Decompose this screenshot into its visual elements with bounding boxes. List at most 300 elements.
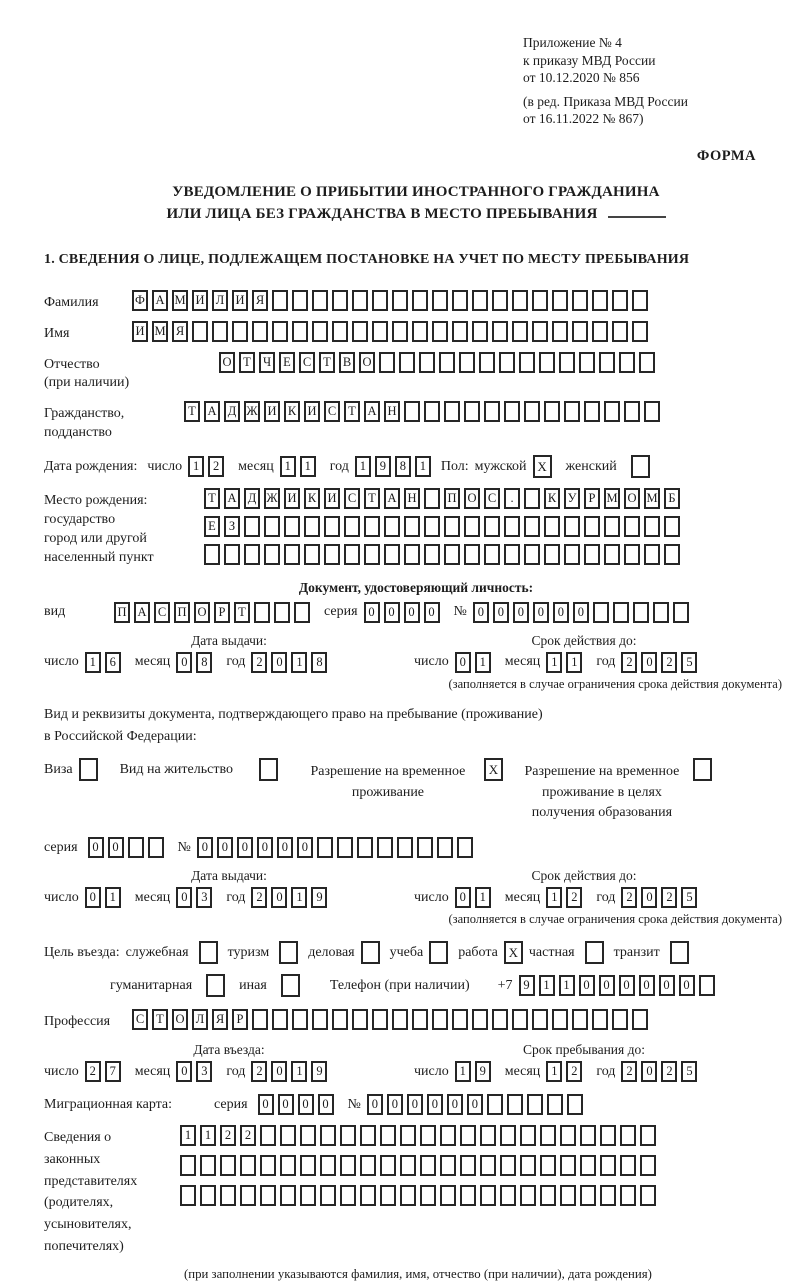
char-cell[interactable]: С [344, 488, 360, 509]
char-cell[interactable]: О [464, 488, 480, 509]
char-cell[interactable]: 1 [291, 1061, 307, 1082]
char-cell[interactable] [317, 837, 333, 858]
char-cell[interactable] [632, 1009, 648, 1030]
char-cell[interactable] [544, 516, 560, 537]
char-cell[interactable]: 2 [208, 456, 224, 477]
char-cell[interactable] [432, 290, 448, 311]
char-cell[interactable]: 0 [217, 837, 233, 858]
char-cell[interactable] [580, 1185, 596, 1206]
char-cell[interactable]: 0 [455, 652, 471, 673]
char-cell[interactable] [180, 1185, 196, 1206]
char-cell[interactable] [252, 321, 268, 342]
residence-permit-checkbox[interactable] [259, 758, 278, 781]
char-cell[interactable] [460, 1125, 476, 1146]
char-cell[interactable] [560, 1125, 576, 1146]
char-cell[interactable] [572, 1009, 588, 1030]
char-cell[interactable]: 0 [404, 602, 420, 623]
char-cell[interactable]: П [174, 602, 190, 623]
char-cell[interactable]: Д [224, 401, 240, 422]
char-cell[interactable]: А [152, 290, 168, 311]
char-cell[interactable] [464, 544, 480, 565]
char-cell[interactable] [379, 352, 395, 373]
char-cell[interactable] [400, 1125, 416, 1146]
char-cell[interactable]: 0 [364, 602, 380, 623]
char-cell[interactable]: 0 [176, 652, 192, 673]
char-cell[interactable] [264, 544, 280, 565]
char-cell[interactable] [600, 1125, 616, 1146]
char-cell[interactable] [532, 321, 548, 342]
char-cell[interactable] [260, 1185, 276, 1206]
char-cell[interactable] [312, 1009, 328, 1030]
char-cell[interactable]: Т [344, 401, 360, 422]
char-cell[interactable] [564, 544, 580, 565]
char-cell[interactable]: 0 [278, 1094, 294, 1115]
char-cell[interactable] [324, 516, 340, 537]
char-cell[interactable] [292, 1009, 308, 1030]
char-cell[interactable]: 3 [196, 1061, 212, 1082]
visa-checkbox[interactable] [79, 758, 98, 781]
char-cell[interactable] [380, 1185, 396, 1206]
char-cell[interactable] [699, 975, 715, 996]
char-cell[interactable] [264, 516, 280, 537]
char-cell[interactable] [457, 837, 473, 858]
char-cell[interactable]: 7 [105, 1061, 121, 1082]
char-cell[interactable] [524, 401, 540, 422]
char-cell[interactable] [600, 1155, 616, 1176]
char-cell[interactable]: И [232, 290, 248, 311]
char-cell[interactable] [364, 544, 380, 565]
char-cell[interactable] [360, 1155, 376, 1176]
char-cell[interactable]: 0 [257, 837, 273, 858]
char-cell[interactable]: 1 [105, 887, 121, 908]
char-cell[interactable]: 8 [395, 456, 411, 477]
char-cell[interactable] [584, 516, 600, 537]
char-cell[interactable] [280, 1155, 296, 1176]
char-cell[interactable] [232, 321, 248, 342]
char-cell[interactable]: Т [204, 488, 220, 509]
char-cell[interactable] [632, 321, 648, 342]
char-cell[interactable]: И [284, 488, 300, 509]
char-cell[interactable]: 8 [196, 652, 212, 673]
char-cell[interactable]: 1 [566, 652, 582, 673]
char-cell[interactable] [592, 290, 608, 311]
char-cell[interactable]: 2 [661, 1061, 677, 1082]
char-cell[interactable] [540, 1125, 556, 1146]
char-cell[interactable]: 1 [300, 456, 316, 477]
char-cell[interactable] [632, 290, 648, 311]
char-cell[interactable] [544, 544, 560, 565]
char-cell[interactable]: Я [212, 1009, 228, 1030]
char-cell[interactable]: П [444, 488, 460, 509]
char-cell[interactable]: 0 [318, 1094, 334, 1115]
char-cell[interactable]: 1 [415, 456, 431, 477]
char-cell[interactable] [364, 516, 380, 537]
char-cell[interactable]: 2 [566, 1061, 582, 1082]
char-cell[interactable] [397, 837, 413, 858]
char-cell[interactable] [492, 290, 508, 311]
char-cell[interactable]: 0 [579, 975, 595, 996]
char-cell[interactable] [384, 544, 400, 565]
char-cell[interactable]: 1 [291, 887, 307, 908]
char-cell[interactable] [272, 321, 288, 342]
char-cell[interactable]: 1 [546, 652, 562, 673]
char-cell[interactable]: 5 [681, 1061, 697, 1082]
char-cell[interactable] [452, 1009, 468, 1030]
char-cell[interactable] [300, 1125, 316, 1146]
char-cell[interactable]: 0 [641, 887, 657, 908]
char-cell[interactable] [284, 544, 300, 565]
char-cell[interactable] [644, 544, 660, 565]
char-cell[interactable]: И [132, 321, 148, 342]
char-cell[interactable] [624, 401, 640, 422]
temp-residence-education-checkbox[interactable] [693, 758, 712, 781]
char-cell[interactable]: Ж [244, 401, 260, 422]
char-cell[interactable]: М [172, 290, 188, 311]
char-cell[interactable] [424, 544, 440, 565]
char-cell[interactable] [304, 516, 320, 537]
char-cell[interactable] [580, 1125, 596, 1146]
char-cell[interactable]: 9 [475, 1061, 491, 1082]
char-cell[interactable] [412, 321, 428, 342]
gender-male-checkbox[interactable]: X [533, 455, 552, 478]
char-cell[interactable]: 0 [473, 602, 489, 623]
char-cell[interactable]: 2 [220, 1125, 236, 1146]
char-cell[interactable]: Б [664, 488, 680, 509]
char-cell[interactable] [420, 1125, 436, 1146]
char-cell[interactable] [320, 1155, 336, 1176]
char-cell[interactable]: . [504, 488, 520, 509]
char-cell[interactable] [284, 516, 300, 537]
char-cell[interactable] [552, 321, 568, 342]
char-cell[interactable] [392, 290, 408, 311]
char-cell[interactable]: 1 [475, 887, 491, 908]
char-cell[interactable] [564, 401, 580, 422]
char-cell[interactable] [500, 1155, 516, 1176]
char-cell[interactable] [280, 1125, 296, 1146]
char-cell[interactable] [612, 1009, 628, 1030]
char-cell[interactable] [599, 352, 615, 373]
char-cell[interactable]: 0 [619, 975, 635, 996]
char-cell[interactable]: А [204, 401, 220, 422]
char-cell[interactable]: 2 [621, 1061, 637, 1082]
char-cell[interactable]: Р [214, 602, 230, 623]
char-cell[interactable]: К [544, 488, 560, 509]
char-cell[interactable]: 0 [573, 602, 589, 623]
temp-residence-checkbox[interactable]: X [484, 758, 503, 781]
char-cell[interactable]: 1 [291, 652, 307, 673]
char-cell[interactable] [524, 544, 540, 565]
char-cell[interactable] [404, 544, 420, 565]
char-cell[interactable]: 0 [467, 1094, 483, 1115]
char-cell[interactable]: Н [384, 401, 400, 422]
char-cell[interactable] [424, 401, 440, 422]
char-cell[interactable] [639, 352, 655, 373]
char-cell[interactable] [340, 1155, 356, 1176]
char-cell[interactable]: И [324, 488, 340, 509]
char-cell[interactable] [344, 516, 360, 537]
char-cell[interactable]: А [134, 602, 150, 623]
char-cell[interactable] [512, 321, 528, 342]
char-cell[interactable] [527, 1094, 543, 1115]
char-cell[interactable] [320, 1185, 336, 1206]
char-cell[interactable] [484, 401, 500, 422]
char-cell[interactable] [552, 290, 568, 311]
char-cell[interactable] [464, 516, 480, 537]
char-cell[interactable] [352, 290, 368, 311]
char-cell[interactable]: 0 [424, 602, 440, 623]
char-cell[interactable] [604, 544, 620, 565]
char-cell[interactable] [492, 321, 508, 342]
char-cell[interactable] [200, 1185, 216, 1206]
char-cell[interactable] [532, 1009, 548, 1030]
char-cell[interactable] [424, 488, 440, 509]
char-cell[interactable]: 0 [599, 975, 615, 996]
char-cell[interactable] [260, 1125, 276, 1146]
char-cell[interactable] [480, 1185, 496, 1206]
char-cell[interactable] [240, 1155, 256, 1176]
char-cell[interactable]: 0 [455, 887, 471, 908]
char-cell[interactable] [432, 321, 448, 342]
char-cell[interactable]: Т [319, 352, 335, 373]
char-cell[interactable]: 0 [271, 652, 287, 673]
char-cell[interactable]: 0 [679, 975, 695, 996]
char-cell[interactable] [460, 1155, 476, 1176]
char-cell[interactable] [520, 1185, 536, 1206]
char-cell[interactable]: Т [184, 401, 200, 422]
char-cell[interactable] [479, 352, 495, 373]
char-cell[interactable]: 0 [427, 1094, 443, 1115]
char-cell[interactable] [472, 290, 488, 311]
char-cell[interactable] [572, 290, 588, 311]
char-cell[interactable] [567, 1094, 583, 1115]
char-cell[interactable] [640, 1155, 656, 1176]
char-cell[interactable] [560, 1185, 576, 1206]
char-cell[interactable]: 2 [251, 652, 267, 673]
char-cell[interactable] [544, 401, 560, 422]
char-cell[interactable]: 0 [447, 1094, 463, 1115]
char-cell[interactable] [260, 1155, 276, 1176]
char-cell[interactable]: Р [584, 488, 600, 509]
char-cell[interactable] [644, 401, 660, 422]
char-cell[interactable] [612, 321, 628, 342]
char-cell[interactable] [560, 1155, 576, 1176]
char-cell[interactable] [360, 1125, 376, 1146]
char-cell[interactable] [580, 1155, 596, 1176]
char-cell[interactable] [504, 401, 520, 422]
char-cell[interactable] [272, 290, 288, 311]
char-cell[interactable] [337, 837, 353, 858]
char-cell[interactable] [472, 321, 488, 342]
char-cell[interactable] [404, 516, 420, 537]
char-cell[interactable]: О [172, 1009, 188, 1030]
char-cell[interactable] [224, 544, 240, 565]
char-cell[interactable]: Е [279, 352, 295, 373]
char-cell[interactable]: О [359, 352, 375, 373]
char-cell[interactable]: 1 [85, 652, 101, 673]
purpose-business-checkbox[interactable] [361, 941, 380, 964]
char-cell[interactable]: У [564, 488, 580, 509]
char-cell[interactable]: М [152, 321, 168, 342]
char-cell[interactable]: 0 [88, 837, 104, 858]
char-cell[interactable] [424, 516, 440, 537]
char-cell[interactable] [547, 1094, 563, 1115]
char-cell[interactable]: П [114, 602, 130, 623]
purpose-tourism-checkbox[interactable] [279, 941, 298, 964]
char-cell[interactable] [352, 321, 368, 342]
char-cell[interactable] [579, 352, 595, 373]
char-cell[interactable] [432, 1009, 448, 1030]
char-cell[interactable] [254, 602, 270, 623]
char-cell[interactable] [280, 1185, 296, 1206]
char-cell[interactable] [520, 1125, 536, 1146]
char-cell[interactable] [524, 488, 540, 509]
char-cell[interactable]: 1 [546, 887, 562, 908]
char-cell[interactable]: 1 [455, 1061, 471, 1082]
char-cell[interactable] [480, 1125, 496, 1146]
char-cell[interactable]: Ф [132, 290, 148, 311]
char-cell[interactable] [439, 352, 455, 373]
char-cell[interactable] [524, 516, 540, 537]
char-cell[interactable] [504, 516, 520, 537]
char-cell[interactable] [480, 1155, 496, 1176]
char-cell[interactable] [340, 1125, 356, 1146]
char-cell[interactable] [412, 290, 428, 311]
char-cell[interactable]: 0 [258, 1094, 274, 1115]
char-cell[interactable]: 1 [188, 456, 204, 477]
char-cell[interactable] [624, 516, 640, 537]
char-cell[interactable]: 1 [200, 1125, 216, 1146]
char-cell[interactable] [504, 544, 520, 565]
char-cell[interactable] [612, 290, 628, 311]
char-cell[interactable]: 0 [367, 1094, 383, 1115]
char-cell[interactable] [564, 516, 580, 537]
char-cell[interactable] [420, 1185, 436, 1206]
char-cell[interactable] [460, 1185, 476, 1206]
char-cell[interactable] [352, 1009, 368, 1030]
char-cell[interactable] [507, 1094, 523, 1115]
char-cell[interactable] [540, 1185, 556, 1206]
char-cell[interactable] [512, 290, 528, 311]
char-cell[interactable] [392, 321, 408, 342]
char-cell[interactable] [444, 516, 460, 537]
char-cell[interactable]: 0 [513, 602, 529, 623]
char-cell[interactable]: 0 [641, 652, 657, 673]
char-cell[interactable]: 1 [355, 456, 371, 477]
char-cell[interactable]: 0 [533, 602, 549, 623]
char-cell[interactable]: 9 [311, 887, 327, 908]
char-cell[interactable] [392, 1009, 408, 1030]
char-cell[interactable]: А [364, 401, 380, 422]
char-cell[interactable]: А [384, 488, 400, 509]
char-cell[interactable] [633, 602, 649, 623]
char-cell[interactable] [459, 352, 475, 373]
char-cell[interactable] [664, 544, 680, 565]
char-cell[interactable] [452, 290, 468, 311]
char-cell[interactable] [604, 401, 620, 422]
char-cell[interactable]: И [192, 290, 208, 311]
purpose-humanitarian-checkbox[interactable] [206, 974, 225, 997]
char-cell[interactable] [419, 352, 435, 373]
char-cell[interactable]: Ж [264, 488, 280, 509]
char-cell[interactable] [673, 602, 689, 623]
char-cell[interactable] [512, 1009, 528, 1030]
char-cell[interactable] [499, 352, 515, 373]
char-cell[interactable]: 3 [196, 887, 212, 908]
char-cell[interactable]: 0 [197, 837, 213, 858]
char-cell[interactable]: 0 [277, 837, 293, 858]
char-cell[interactable] [640, 1125, 656, 1146]
char-cell[interactable] [592, 321, 608, 342]
purpose-study-checkbox[interactable] [429, 941, 448, 964]
char-cell[interactable]: К [284, 401, 300, 422]
char-cell[interactable]: Ч [259, 352, 275, 373]
char-cell[interactable]: 2 [251, 887, 267, 908]
char-cell[interactable] [500, 1125, 516, 1146]
char-cell[interactable] [444, 401, 460, 422]
char-cell[interactable]: Л [212, 290, 228, 311]
char-cell[interactable]: 0 [659, 975, 675, 996]
char-cell[interactable]: 0 [407, 1094, 423, 1115]
char-cell[interactable]: Т [364, 488, 380, 509]
char-cell[interactable] [492, 1009, 508, 1030]
char-cell[interactable] [357, 837, 373, 858]
char-cell[interactable] [332, 1009, 348, 1030]
char-cell[interactable] [559, 352, 575, 373]
char-cell[interactable] [444, 544, 460, 565]
char-cell[interactable]: 0 [384, 602, 400, 623]
char-cell[interactable]: М [604, 488, 620, 509]
char-cell[interactable] [500, 1185, 516, 1206]
char-cell[interactable]: 0 [271, 887, 287, 908]
char-cell[interactable] [539, 352, 555, 373]
char-cell[interactable]: 2 [566, 887, 582, 908]
char-cell[interactable]: 0 [639, 975, 655, 996]
char-cell[interactable] [212, 321, 228, 342]
char-cell[interactable]: Т [152, 1009, 168, 1030]
char-cell[interactable] [244, 516, 260, 537]
char-cell[interactable] [300, 1185, 316, 1206]
char-cell[interactable]: 6 [105, 652, 121, 673]
char-cell[interactable]: 1 [280, 456, 296, 477]
char-cell[interactable] [312, 321, 328, 342]
char-cell[interactable]: С [484, 488, 500, 509]
char-cell[interactable] [372, 290, 388, 311]
char-cell[interactable] [404, 401, 420, 422]
char-cell[interactable] [487, 1094, 503, 1115]
char-cell[interactable]: З [224, 516, 240, 537]
char-cell[interactable] [592, 1009, 608, 1030]
char-cell[interactable]: А [224, 488, 240, 509]
char-cell[interactable] [292, 321, 308, 342]
char-cell[interactable] [464, 401, 480, 422]
char-cell[interactable] [180, 1155, 196, 1176]
char-cell[interactable] [604, 516, 620, 537]
char-cell[interactable] [584, 401, 600, 422]
char-cell[interactable]: Е [204, 516, 220, 537]
char-cell[interactable]: 0 [271, 1061, 287, 1082]
char-cell[interactable] [572, 321, 588, 342]
char-cell[interactable] [324, 544, 340, 565]
char-cell[interactable] [540, 1155, 556, 1176]
char-cell[interactable] [384, 516, 400, 537]
char-cell[interactable]: 1 [180, 1125, 196, 1146]
char-cell[interactable]: Т [234, 602, 250, 623]
char-cell[interactable]: 0 [176, 887, 192, 908]
char-cell[interactable] [584, 544, 600, 565]
char-cell[interactable] [300, 1155, 316, 1176]
char-cell[interactable] [400, 1155, 416, 1176]
char-cell[interactable] [128, 837, 144, 858]
